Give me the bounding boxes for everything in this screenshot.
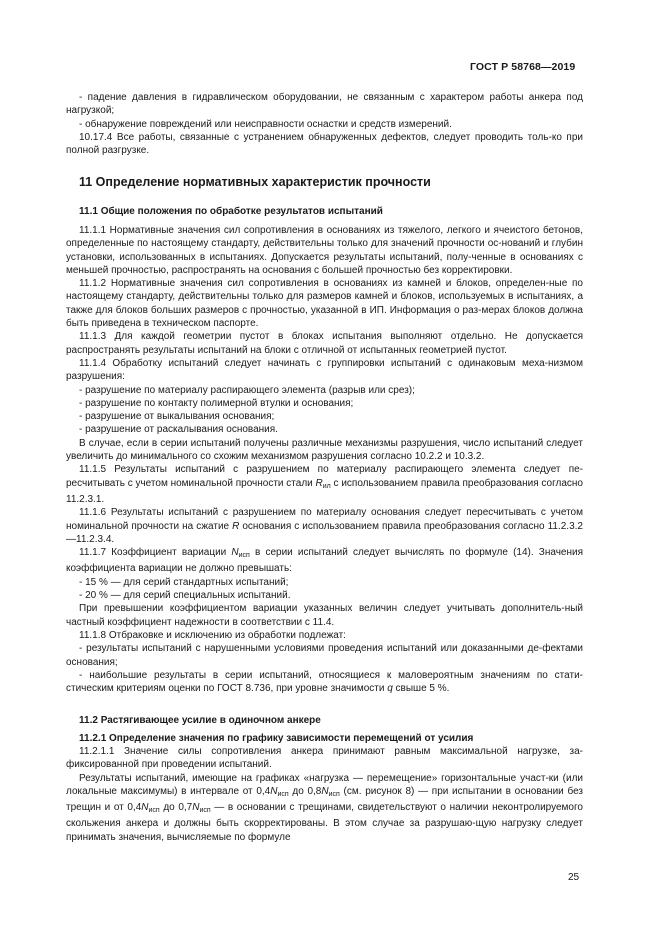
- page-number: 25: [568, 872, 580, 883]
- paragraph: 11.1.4 Обработку испытаний следует начинать с группировки испытаний с одинаковым меха-низмом разрушения:: [66, 357, 583, 383]
- paragraph: 11.1.2 Нормативные значения сил сопротивления в основаниях из камней и блоков, определен-ные по настоящему стандарту, действительны только для размеров камней и блоков, используемых в испытаниях, а также для блоков больших размеров с прочностью, указанной в ИП. Информация о раз-мерах блоков должна быть приведена в техническом паспорте.: [66, 278, 583, 330]
- list-item: - обнаружение повреждений или неисправности оснастки и средств измерений.: [79, 118, 452, 130]
- paragraph: 11.1.3 Для каждой геометрии пустот в блоках испытания выполняют отдельно. Не допускается распространять результаты испытаний на блоки с отличной от испытанных геометрией пустот.: [66, 331, 583, 356]
- list-item: - разрушение по контакту полимерной втулки и основания;: [79, 397, 354, 409]
- paragraph: 11.1.7 Коэффициент вариации $N_{исп}$ в серии испытаний следует вычислять по формуле (14). Значения коэффициента вариации не должно превышать:: [66, 547, 583, 575]
- list-item: - падение давления в гидравлическом оборудовании, не связанным с характером работы анкера под нагрузкой;: [66, 92, 583, 117]
- paragraph: При превышении коэффициентом вариации указанных величин следует учитывать дополнитель-ный частный коэффициент надежности в соответствии с 11.4.: [66, 603, 583, 628]
- paragraph: 10.17.4 Все работы, связанные с устранением обнаруженных дефектов, следует проводить толь-ко при полной разгрузке.: [66, 131, 583, 157]
- list-item: - наибольшие результаты в серии испытаний, относящиеся к маловероятным значениям по стати-стическим критериям оценки по ГОСТ 8.736, при уровне значимости q свыше 5 %.: [66, 669, 583, 695]
- paragraph: 11.1.5 Результаты испытаний с разрушением по материалу распирающего элемента следует пе-ресчитывать с учетом номинальной прочности стали $R_{ил}$ с использованием правила преобразования согласно 11.2.3.1.: [66, 464, 583, 505]
- section-11-1-body: [66, 224, 583, 695]
- subsection-heading: 11.2 Растягивающее усилие в одиночном анкере: [79, 715, 321, 726]
- list-item: - 15 % — для серий стандартных испытаний;: [79, 576, 289, 588]
- list-item: - разрушение от раскалывания основания.: [79, 424, 278, 436]
- list-item: - разрушение по материалу распирающего элемента (разрыв или срез);: [79, 384, 415, 396]
- paragraph: 11.1.6 Результаты испытаний с разрушением по материалу основания следует пересчитывать с учетом номинальной прочности на сжатие R основания с использованием правила преобразования согласно 11.2.3.2—11.2.3.4.: [66, 507, 583, 545]
- section-heading: 11 Определение нормативных характеристик прочности: [79, 175, 431, 189]
- subsection-heading: 11.1 Общие положения по обработке результатов испытаний: [79, 206, 383, 217]
- paragraph: В случае, если в серии испытаний получены различные механизмы разрушения, число испытаний следует увеличить до минимального со схожим механизмом разрушения согласно 10.2.2 и 10.3.2.: [66, 437, 583, 463]
- list-item: - разрушение от выкалывания основания;: [79, 411, 275, 423]
- paragraph: 11.1.1 Нормативные значения сил сопротивления в основаниях из тяжелого, легкого и ячеистого бетонов, определенные по настоящему стандарту, действительны только для значений прочности ос-нований и глубин установки, использованных в испытаниях. Допускается результаты испытаний, полу-ченные в основаниях с меньшей прочностью, распространять на основания с большей прочностью без корректировки.: [66, 225, 583, 276]
- paragraph: 11.2.1.1 Значение силы сопротивления анкера принимают равным максимальной нагрузке, за-фиксированной при проведении испытаний.: [66, 746, 583, 771]
- paragraph: Результаты испытаний, имеющие на графиках «нагрузка — перемещение» горизонтальные участ-ки (или локальные максимумы) в интервале от $0,4N_{исп}$ до $0,8N_{исп}$ (см. рисунок 8) — при испытании в основании без трещин и от $0,4N_{исп}$ до $0,7N_{исп}$ — в основании с трещинами, свидетельствуют о наличии неконтролируемого скольжения анкера и должны быть скорректированы. В этом случае за разрушаю-щую нагрузку следует принимать значения, вычисляемые по формуле: [66, 772, 583, 843]
- list-item: - 20 % — для серий специальных испытаний.: [79, 590, 291, 602]
- paragraph: 11.1.8 Отбраковке и исключению из обработки подлежат:: [79, 629, 346, 641]
- document-id: ГОСТ Р 58768—2019: [470, 61, 576, 73]
- subsection-heading: 11.2.1 Определение значения по графику зависимости перемещений от усилия: [79, 733, 474, 744]
- section-11-2-body: [66, 745, 583, 844]
- intro-block: [66, 91, 583, 157]
- list-item: - результаты испытаний с нарушенными условиями проведения испытаний или доказанными де-фектами основания;: [66, 643, 583, 668]
